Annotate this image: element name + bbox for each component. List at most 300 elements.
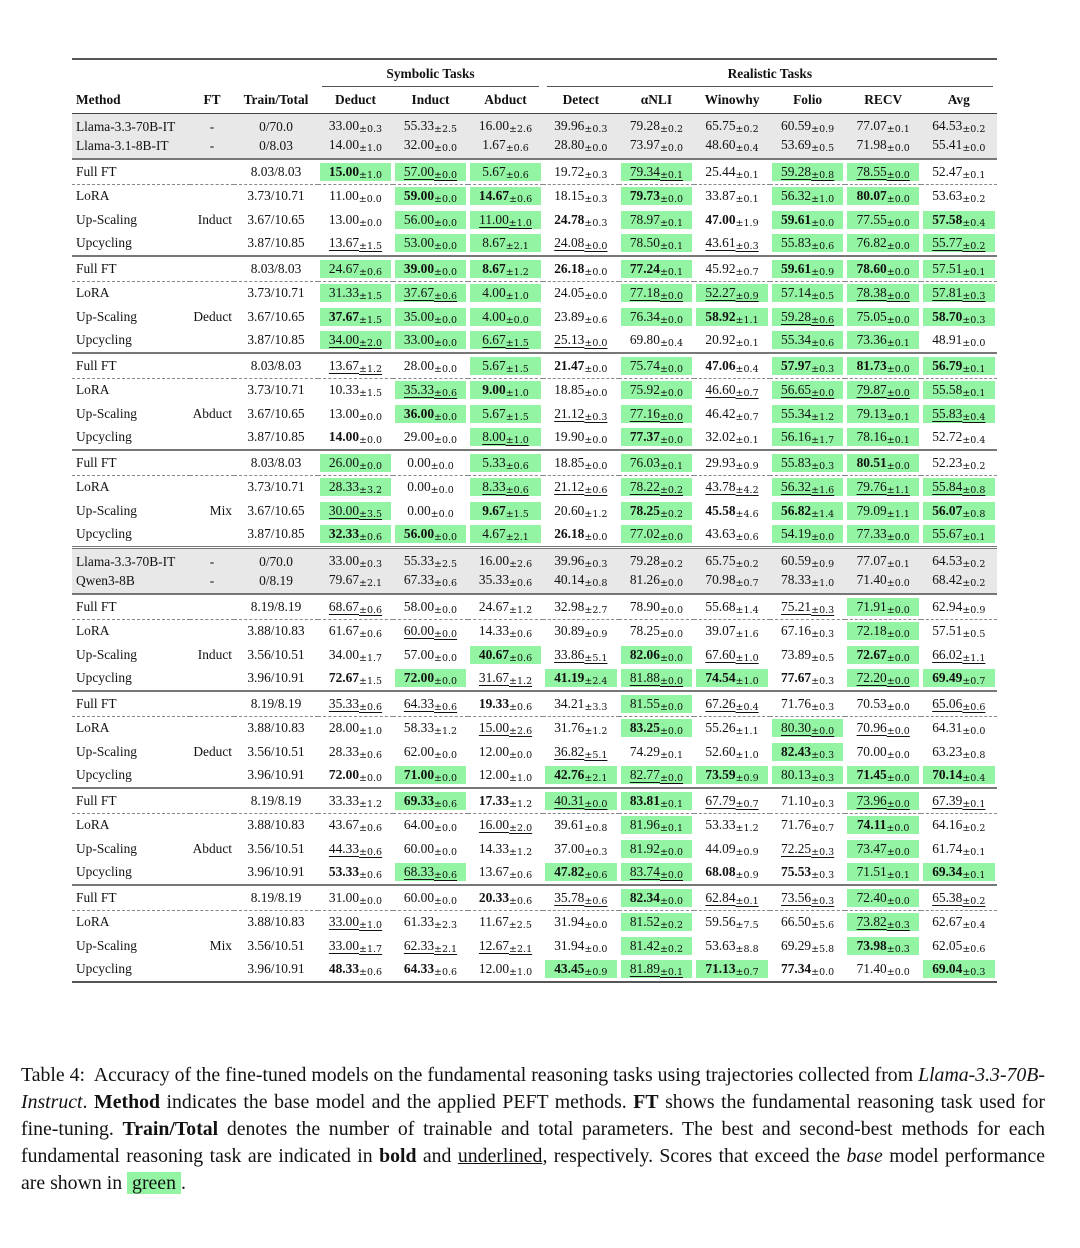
score-value: 13.67 bbox=[328, 235, 360, 251]
score-std: ±0.0 bbox=[434, 435, 458, 447]
green-highlight bbox=[847, 454, 919, 472]
score bbox=[470, 840, 541, 858]
score-std: ±0.3 bbox=[811, 846, 835, 858]
green-highlight bbox=[847, 187, 919, 205]
score-std: ±0.9 bbox=[735, 460, 759, 472]
score bbox=[551, 571, 610, 590]
score-value: 83.25 bbox=[629, 720, 660, 736]
score-cell-avg bbox=[921, 353, 997, 378]
green-highlight bbox=[320, 284, 391, 302]
train-total-cell: 3.87/10.85 bbox=[247, 332, 305, 348]
score-cell-detect bbox=[543, 643, 619, 667]
score-cell-folio bbox=[770, 716, 846, 740]
score-value: 64.31 bbox=[932, 720, 963, 736]
score bbox=[395, 937, 466, 955]
score-cell-induct bbox=[393, 353, 468, 378]
score-cell-winowhy bbox=[694, 208, 770, 232]
score-cell-winowhy bbox=[694, 305, 770, 329]
green-highlight bbox=[772, 428, 844, 446]
score bbox=[778, 117, 837, 136]
score-cell-nli bbox=[619, 475, 695, 499]
score bbox=[772, 889, 844, 907]
score-cell-abduct bbox=[468, 305, 543, 329]
score-std: ±0.6 bbox=[434, 967, 458, 979]
train-total-cell: 8.19/8.19 bbox=[234, 594, 318, 619]
score-std: ±0.7 bbox=[735, 411, 759, 423]
score bbox=[545, 502, 617, 520]
score-cell-avg bbox=[921, 740, 997, 764]
score-cell-winowhy bbox=[694, 594, 770, 619]
score-value: 31.76 bbox=[554, 720, 585, 736]
score-value: 12.00 bbox=[478, 767, 510, 783]
score-cell-folio bbox=[770, 861, 846, 886]
score-std: ±2.0 bbox=[359, 338, 383, 350]
score-value: 59.28 bbox=[781, 163, 812, 179]
score bbox=[621, 331, 693, 349]
score-std: ±0.2 bbox=[962, 578, 986, 589]
score-value: 43.63 bbox=[705, 526, 736, 542]
score-cell-avg bbox=[921, 885, 997, 910]
score-value: 40.67 bbox=[478, 646, 510, 662]
score-cell-folio bbox=[770, 619, 846, 643]
score-cell-winowhy bbox=[694, 499, 770, 523]
score bbox=[696, 428, 768, 446]
score bbox=[545, 331, 617, 349]
score-cell-abduct bbox=[468, 861, 543, 886]
score-std: ±0.0 bbox=[434, 217, 458, 229]
method-cell: Llama-3.3-70B-IT bbox=[72, 548, 190, 572]
green-highlight bbox=[772, 163, 844, 181]
score-cell-deduct bbox=[318, 740, 393, 764]
score-value: 47.00 bbox=[705, 211, 736, 227]
score-value: 42.76 bbox=[554, 767, 585, 783]
score-cell-recv bbox=[845, 910, 921, 934]
green-highlight bbox=[621, 669, 693, 687]
score-cell-winowhy bbox=[694, 934, 770, 958]
score-std: ±1.5 bbox=[505, 411, 529, 423]
score-value: 25.44 bbox=[705, 163, 736, 179]
green-highlight bbox=[847, 331, 919, 349]
score-value: 40.31 bbox=[554, 792, 585, 808]
score-std: ±0.0 bbox=[359, 460, 383, 472]
score-std: ±2.1 bbox=[509, 943, 533, 955]
score-value: 65.38 bbox=[932, 889, 963, 905]
score-std: ±0.0 bbox=[434, 338, 458, 350]
score-cell-abduct bbox=[468, 910, 543, 934]
ft-cell: Deduct bbox=[193, 743, 232, 759]
table-row bbox=[72, 667, 997, 692]
score bbox=[696, 937, 768, 955]
score-value: 20.92 bbox=[705, 332, 736, 348]
score-cell-detect bbox=[543, 910, 619, 934]
train-total-cell: 3.88/10.83 bbox=[234, 910, 318, 934]
score-cell-abduct bbox=[468, 378, 543, 402]
score bbox=[696, 357, 768, 375]
score-std: ±0.6 bbox=[509, 629, 533, 641]
score-value: 65.75 bbox=[705, 553, 736, 568]
score-cell-winowhy bbox=[694, 159, 770, 184]
score-std: ±0.1 bbox=[659, 266, 684, 278]
green-highlight bbox=[470, 163, 541, 181]
score bbox=[923, 840, 995, 858]
ft-cell bbox=[190, 716, 234, 740]
score-value: 67.79 bbox=[705, 792, 736, 808]
method-cell: Up-Scaling bbox=[76, 743, 137, 759]
score-value: 52.23 bbox=[932, 454, 963, 470]
score-value: 68.08 bbox=[705, 864, 736, 880]
score-std: ±0.1 bbox=[735, 435, 759, 447]
score-std: ±4.2 bbox=[735, 485, 759, 497]
score-cell-nli bbox=[619, 256, 695, 281]
score-value: 81.92 bbox=[629, 840, 660, 856]
score-cell-winowhy bbox=[694, 232, 770, 257]
score-cell-deduct bbox=[318, 548, 393, 572]
score-std: ±0.0 bbox=[359, 773, 383, 785]
table-row bbox=[72, 208, 997, 232]
score-cell-nli bbox=[619, 281, 695, 305]
caption-term-bold: bold bbox=[379, 1145, 417, 1167]
green-highlight bbox=[847, 163, 919, 181]
score bbox=[696, 622, 768, 640]
score-cell-avg bbox=[921, 329, 997, 354]
score bbox=[696, 840, 768, 858]
score-cell-nli bbox=[619, 594, 695, 619]
score-value: 79.67 bbox=[328, 572, 360, 587]
green-highlight bbox=[847, 284, 919, 302]
score-cell-avg bbox=[921, 910, 997, 934]
ft-cell bbox=[190, 910, 234, 934]
green-highlight bbox=[545, 792, 617, 810]
green-highlight bbox=[772, 381, 844, 399]
score-std: ±0.0 bbox=[886, 388, 910, 400]
score-cell-deduct bbox=[318, 958, 393, 983]
green-highlight bbox=[923, 308, 995, 326]
score-std: ±0.3 bbox=[811, 701, 835, 713]
score-cell-recv bbox=[845, 643, 921, 667]
train-total-cell: 0/70.0 bbox=[234, 114, 318, 137]
table-row bbox=[72, 450, 997, 475]
green-highlight bbox=[470, 525, 541, 543]
score-cell-nli bbox=[619, 643, 695, 667]
score-std: ±5.8 bbox=[811, 943, 835, 955]
score-value: 64.33 bbox=[403, 695, 435, 711]
score-cell-deduct bbox=[318, 499, 393, 523]
score-value: 72.00 bbox=[403, 670, 435, 686]
score-std: ±0.1 bbox=[962, 266, 986, 278]
score-std: ±0.8 bbox=[811, 169, 835, 181]
score-value: 8.67 bbox=[482, 235, 506, 251]
score bbox=[772, 816, 844, 834]
score-std: ±0.2 bbox=[962, 460, 986, 472]
score-value: 57.58 bbox=[932, 211, 963, 227]
green-highlight bbox=[545, 863, 617, 881]
score-value: 4.00 bbox=[482, 285, 506, 301]
score-value: 71.98 bbox=[856, 137, 887, 152]
train-total-cell: 3.67/10.65 bbox=[247, 502, 305, 518]
score-cell-abduct bbox=[468, 329, 543, 354]
ft-cell bbox=[190, 353, 234, 378]
score-cell-winowhy bbox=[694, 788, 770, 813]
score bbox=[320, 743, 391, 761]
score-value: 76.34 bbox=[629, 308, 660, 324]
ft-cell: Mix bbox=[209, 937, 232, 953]
score bbox=[395, 719, 466, 737]
score bbox=[545, 598, 617, 616]
score bbox=[847, 960, 919, 978]
score-std: ±0.1 bbox=[962, 846, 986, 858]
score-value: 73.56 bbox=[781, 889, 812, 905]
score bbox=[545, 646, 617, 664]
score-std: ±0.6 bbox=[359, 532, 383, 544]
green-highlight bbox=[923, 284, 995, 302]
score bbox=[696, 331, 768, 349]
score bbox=[545, 308, 617, 326]
score-cell-deduct bbox=[318, 136, 393, 159]
base-model-row bbox=[72, 114, 997, 137]
score-value: 34.00 bbox=[328, 646, 360, 662]
score-cell-detect bbox=[543, 667, 619, 692]
score-value: 25.13 bbox=[554, 332, 585, 348]
score bbox=[923, 454, 995, 472]
score-cell-abduct bbox=[468, 837, 543, 861]
train-total-cell: 3.73/10.71 bbox=[234, 184, 318, 208]
train-total-cell: 0/8.03 bbox=[234, 136, 318, 159]
score-std: ±0.0 bbox=[434, 773, 458, 785]
score-std: ±0.5 bbox=[811, 143, 835, 154]
green-highlight bbox=[923, 405, 995, 423]
score bbox=[320, 913, 391, 931]
score-std: ±1.0 bbox=[735, 749, 759, 761]
ft-cell: - bbox=[190, 548, 234, 572]
score-value: 72.25 bbox=[781, 840, 812, 856]
score-cell-induct bbox=[393, 281, 468, 305]
score-cell-winowhy bbox=[694, 523, 770, 548]
score-cell-recv bbox=[845, 208, 921, 232]
score-cell-detect bbox=[543, 861, 619, 886]
score bbox=[696, 211, 768, 229]
score-std: ±0.0 bbox=[886, 460, 910, 472]
score-value: 54.19 bbox=[781, 526, 812, 542]
score-cell-avg bbox=[921, 184, 997, 208]
green-highlight bbox=[470, 478, 541, 496]
green-highlight bbox=[923, 234, 995, 252]
score-value: 28.00 bbox=[403, 357, 435, 373]
score-cell-folio bbox=[770, 208, 846, 232]
score-std: ±0.6 bbox=[434, 798, 458, 810]
score-value: 16.00 bbox=[478, 118, 510, 133]
score-std: ±0.0 bbox=[659, 194, 684, 206]
score-cell-nli bbox=[619, 305, 695, 329]
score-cell-winowhy bbox=[694, 861, 770, 886]
score-std: ±0.3 bbox=[735, 241, 759, 253]
table-row bbox=[72, 958, 997, 983]
score bbox=[545, 405, 617, 423]
column-header: FT bbox=[190, 87, 234, 114]
score-value: 20.33 bbox=[478, 889, 510, 905]
score-std: ±0.0 bbox=[584, 241, 608, 253]
column-header: RECV bbox=[845, 87, 921, 114]
green-highlight bbox=[395, 669, 466, 687]
score-value: 69.33 bbox=[403, 792, 435, 808]
score-std: ±0.4 bbox=[962, 773, 986, 785]
score bbox=[545, 525, 617, 543]
score-cell-folio bbox=[770, 910, 846, 934]
score-cell-recv bbox=[845, 136, 921, 159]
score-std: ±0.2 bbox=[659, 559, 684, 570]
score-std: ±0.6 bbox=[434, 578, 458, 589]
table-row bbox=[72, 256, 997, 281]
score-cell-avg bbox=[921, 159, 997, 184]
score bbox=[545, 937, 617, 955]
score bbox=[320, 792, 391, 810]
score bbox=[545, 428, 617, 446]
green-highlight bbox=[696, 669, 768, 687]
score-cell-nli bbox=[619, 813, 695, 837]
score-cell-deduct bbox=[318, 159, 393, 184]
green-highlight bbox=[470, 331, 541, 349]
score bbox=[395, 695, 466, 713]
score-cell-induct bbox=[393, 934, 468, 958]
green-highlight bbox=[621, 234, 693, 252]
method-cell: Upcycling bbox=[76, 332, 132, 348]
score-value: 79.34 bbox=[629, 163, 660, 179]
score-std: ±0.6 bbox=[962, 701, 986, 713]
ft-cell bbox=[190, 450, 234, 475]
score-value: 37.67 bbox=[328, 308, 360, 324]
score-value: 59.00 bbox=[403, 188, 435, 204]
score-value: 48.60 bbox=[705, 137, 736, 152]
green-highlight bbox=[320, 163, 391, 181]
score-std: ±0.0 bbox=[584, 798, 608, 810]
method-cell: LoRA bbox=[72, 475, 190, 499]
score-cell-winowhy bbox=[694, 475, 770, 499]
score bbox=[545, 478, 617, 496]
score-cell-deduct bbox=[318, 667, 393, 692]
score-std: ±0.0 bbox=[434, 266, 458, 278]
score-value: 72.40 bbox=[856, 889, 887, 905]
score-cell-avg bbox=[921, 934, 997, 958]
table-row bbox=[72, 523, 997, 548]
score-value: 33.00 bbox=[403, 332, 435, 348]
table-row bbox=[72, 353, 997, 378]
score-value: 53.63 bbox=[932, 188, 963, 204]
score-cell-winowhy bbox=[694, 837, 770, 861]
ft-cell bbox=[190, 475, 234, 499]
score-cell-detect bbox=[543, 232, 619, 257]
method-cell: Upcycling bbox=[76, 864, 132, 880]
green-highlight bbox=[621, 357, 693, 375]
score-value: 31.33 bbox=[328, 285, 360, 301]
score-std: ±0.3 bbox=[811, 629, 835, 641]
score-value: 67.26 bbox=[705, 695, 736, 711]
score-value: 30.00 bbox=[328, 502, 360, 518]
score bbox=[470, 743, 541, 761]
score-cell-avg bbox=[921, 788, 997, 813]
method-cell: Full FT bbox=[72, 788, 190, 813]
score-value: 80.07 bbox=[856, 188, 887, 204]
score-value: 55.58 bbox=[932, 382, 963, 398]
score-std: ±1.0 bbox=[359, 726, 383, 738]
score-std: ±0.7 bbox=[735, 967, 759, 979]
green-highlight bbox=[621, 405, 693, 423]
green-highlight bbox=[847, 863, 919, 881]
ft-cell bbox=[190, 184, 234, 208]
score-value: 13.67 bbox=[328, 357, 360, 373]
score-value: 56.65 bbox=[781, 382, 812, 398]
train-total-cell: 0/70.0 bbox=[234, 548, 318, 572]
score-value: 18.85 bbox=[554, 382, 585, 398]
score-value: 36.82 bbox=[554, 743, 585, 759]
score-value: 16.00 bbox=[478, 817, 510, 833]
score-value: 12.67 bbox=[478, 937, 510, 953]
green-highlight bbox=[621, 211, 693, 229]
score-cell-recv bbox=[845, 813, 921, 837]
green-highlight bbox=[395, 308, 466, 326]
score bbox=[320, 187, 391, 205]
green-highlight bbox=[923, 211, 995, 229]
score-std: ±1.5 bbox=[359, 241, 383, 253]
score-cell-deduct bbox=[318, 450, 393, 475]
score-value: 79.76 bbox=[856, 479, 887, 495]
score-std: ±0.0 bbox=[434, 532, 458, 544]
score-std: ±1.2 bbox=[811, 411, 835, 423]
score-std: ±0.0 bbox=[434, 194, 458, 206]
table-row bbox=[72, 329, 997, 354]
score-std: ±1.0 bbox=[359, 920, 383, 932]
column-header: Folio bbox=[770, 87, 846, 114]
ft-cell: - bbox=[190, 114, 234, 137]
score-cell-deduct bbox=[318, 619, 393, 643]
green-highlight bbox=[320, 260, 391, 278]
score-cell-winowhy bbox=[694, 740, 770, 764]
score-std: ±0.4 bbox=[962, 411, 986, 423]
train-total-cell: 3.87/10.85 bbox=[247, 429, 305, 445]
score-std: ±0.6 bbox=[509, 578, 533, 589]
score-cell-folio bbox=[770, 667, 846, 692]
green-highlight bbox=[320, 308, 391, 326]
score-cell-induct bbox=[393, 426, 468, 451]
score-cell-recv bbox=[845, 691, 921, 716]
score-value: 74.11 bbox=[856, 817, 887, 833]
ft-cell bbox=[190, 861, 234, 886]
score-cell-recv bbox=[845, 861, 921, 886]
score-value: 77.07 bbox=[856, 553, 887, 568]
score-cell-recv bbox=[845, 788, 921, 813]
score-std: ±0.0 bbox=[659, 701, 684, 713]
score-std: ±0.0 bbox=[359, 895, 383, 907]
score-value: 71.13 bbox=[705, 961, 736, 977]
score-std: ±0.8 bbox=[962, 508, 986, 520]
score-std: ±0.0 bbox=[886, 169, 910, 181]
score-cell-nli bbox=[619, 523, 695, 548]
score-value: 77.55 bbox=[856, 211, 887, 227]
green-highlight bbox=[320, 454, 391, 472]
train-total-cell: 3.88/10.83 bbox=[234, 813, 318, 837]
score-std: ±0.6 bbox=[434, 870, 458, 882]
score bbox=[778, 136, 837, 155]
score-value: 70.96 bbox=[856, 720, 887, 736]
score-cell-folio bbox=[770, 450, 846, 475]
score-value: 81.89 bbox=[629, 961, 660, 977]
score-cell-folio bbox=[770, 353, 846, 378]
score-std: ±0.1 bbox=[735, 194, 759, 206]
score-cell-winowhy bbox=[694, 281, 770, 305]
score-std: ±0.0 bbox=[811, 217, 835, 229]
score-value: 77.18 bbox=[629, 285, 660, 301]
score-std: ±0.0 bbox=[886, 773, 910, 785]
score-value: 14.67 bbox=[478, 188, 510, 204]
score-value: 35.33 bbox=[478, 572, 510, 587]
